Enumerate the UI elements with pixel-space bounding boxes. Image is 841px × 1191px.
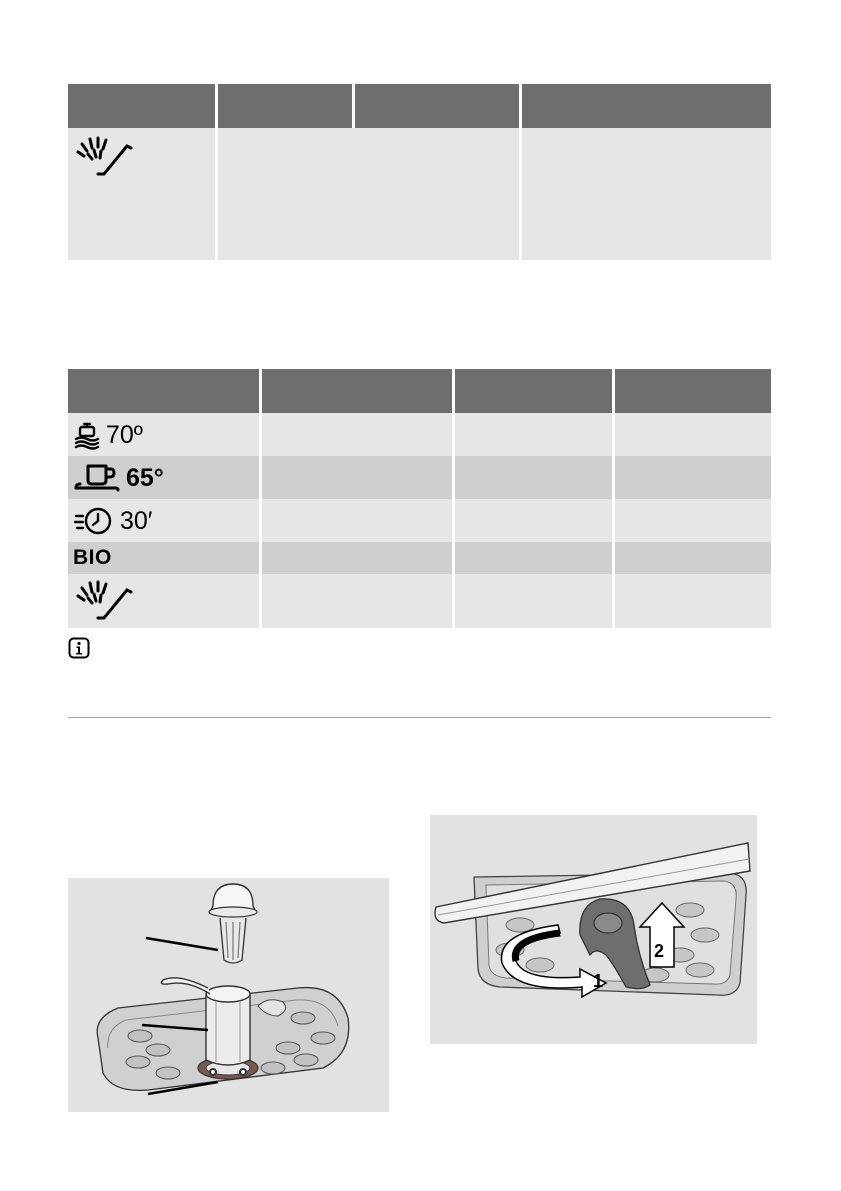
program-intensive-label xyxy=(74,417,143,453)
step-2-label: 2 xyxy=(654,941,665,961)
table-row xyxy=(68,456,771,499)
table-row xyxy=(68,542,771,574)
table-1-row-divider xyxy=(519,128,522,260)
table-row xyxy=(68,413,771,456)
table-1 xyxy=(68,84,771,260)
table-2-header xyxy=(68,369,771,413)
table-1-row xyxy=(68,128,771,260)
table-1-header-divider xyxy=(215,84,218,128)
spray-arm-removal-icon xyxy=(430,815,757,1044)
quick-clock-icon xyxy=(74,506,114,536)
table-2 xyxy=(68,369,771,628)
table-2-divider xyxy=(612,369,615,628)
rinse-hold-icon xyxy=(72,577,138,623)
table-1-row-divider xyxy=(215,128,218,260)
table-1-header-divider xyxy=(519,84,522,128)
table-1-header xyxy=(68,84,771,128)
spray-arm-figure xyxy=(430,815,757,1044)
program-normal-label xyxy=(74,459,164,497)
normal-cup-icon xyxy=(74,462,120,494)
intensive-pot-icon xyxy=(74,420,100,450)
step-1-label: 1 xyxy=(593,971,604,991)
table-row xyxy=(68,499,771,542)
rinse-hold-icon xyxy=(72,134,138,178)
table-2-divider xyxy=(452,369,455,628)
section-divider xyxy=(68,717,771,718)
program-quick-label xyxy=(74,502,153,540)
table-row xyxy=(68,574,771,628)
program-bio-label: BIO xyxy=(73,546,112,569)
filter-figure xyxy=(68,878,389,1112)
program-quick-time: 30′ xyxy=(120,506,153,535)
filter-assembly-icon xyxy=(68,878,389,1112)
info-icon xyxy=(68,637,90,659)
table-1-header-divider xyxy=(352,84,355,128)
table-2-divider xyxy=(259,369,262,628)
program-normal-temp: 65° xyxy=(126,463,164,492)
program-intensive-temp: 70º xyxy=(106,420,143,449)
